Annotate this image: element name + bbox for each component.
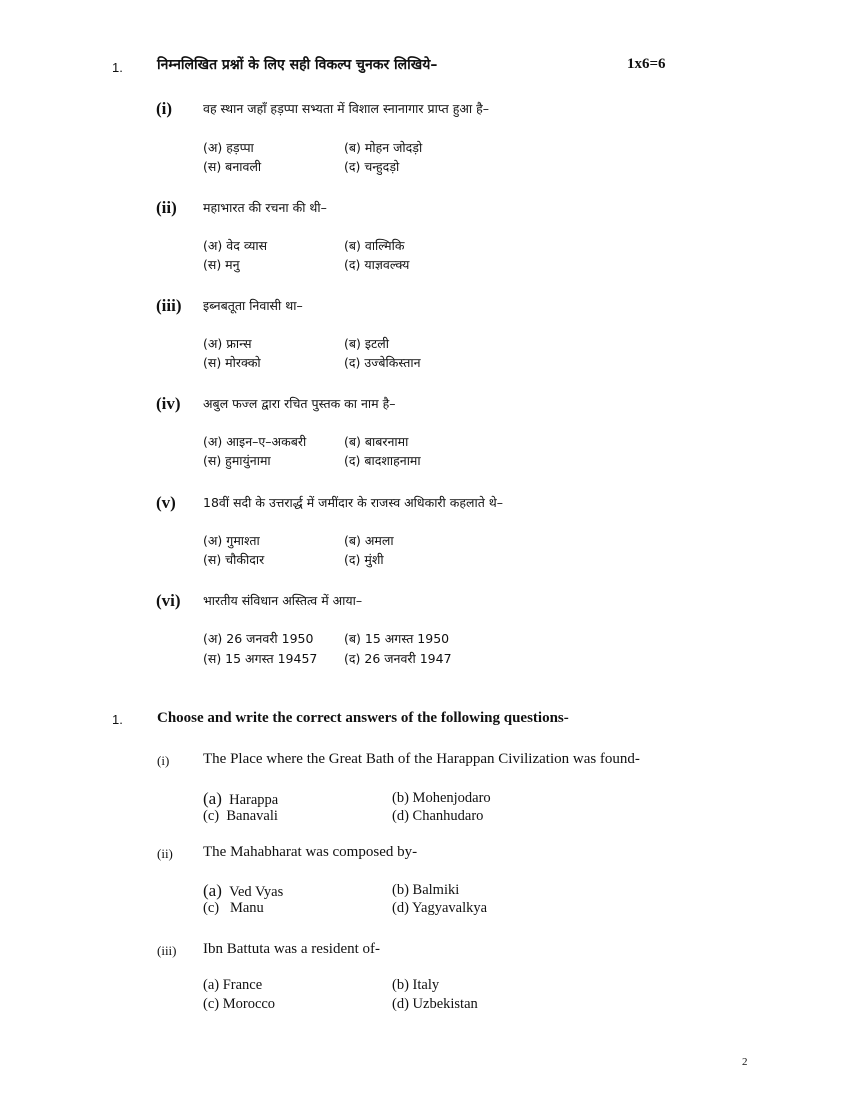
- english-option: (d) Uzbekistan: [392, 996, 478, 1012]
- hindi-option: (अ) 26 जनवरी 1950: [203, 631, 314, 646]
- english-option: (c) Manu: [203, 900, 264, 916]
- english-option: (a) Ved Vyas: [203, 881, 284, 900]
- hindi-option: (अ) हड़प्पा: [203, 140, 254, 155]
- hindi-question-text: अबुल फज्ल द्वारा रचित पुस्तक का नाम है–: [203, 396, 396, 411]
- hindi-option: (स) बनावली: [203, 159, 262, 174]
- hindi-option: (स) मनु: [203, 257, 240, 272]
- hindi-option: (ब) इटली: [344, 336, 390, 351]
- english-option: (b) Italy: [392, 977, 440, 993]
- hindi-option: (अ) फ्रान्स: [203, 336, 252, 351]
- hindi-question-number: (i): [156, 99, 173, 118]
- hindi-option: (ब) मोहन जोदड़ो: [344, 140, 423, 155]
- hindi-option: (ब) 15 अगस्त 1950: [344, 631, 450, 646]
- english-option: (c) Morocco: [203, 996, 276, 1012]
- hindi-question-number: (iv): [156, 394, 181, 413]
- english-section-heading: Choose and write the correct answers of the following questions-: [157, 710, 569, 726]
- hindi-option: (द) याज्ञवल्क्य: [344, 257, 410, 272]
- hindi-option: (स) हुमायुंनामा: [203, 453, 271, 468]
- hindi-option: (अ) आइन–ए–अकबरी: [203, 434, 307, 449]
- english-question-number: (iii): [157, 943, 177, 958]
- english-question-text: The Place where the Great Bath of the Harappan Civilization was found-: [203, 751, 640, 767]
- english-option: (d) Chanhudaro: [392, 808, 484, 824]
- hindi-option: (ब) वाल्मिकि: [344, 238, 405, 253]
- hindi-option: (द) 26 जनवरी 1947: [344, 651, 452, 666]
- english-option: (b) Balmiki: [392, 882, 460, 898]
- hindi-option: (द) उज्बेकिस्तान: [344, 355, 421, 370]
- hindi-question-text: 18वीं सदी के उत्तरार्द्ध में जमींदार के राजस्व अधिकारी कहलाते थे–: [203, 495, 504, 510]
- hindi-question-text: इब्नबतूता निवासी था–: [203, 298, 303, 313]
- english-question-text: Ibn Battuta was a resident of-: [203, 941, 381, 957]
- hindi-option: (द) चन्हुदड़ो: [344, 159, 400, 174]
- hindi-option: (अ) गुमाश्ता: [203, 533, 260, 548]
- page-number: 2: [742, 1056, 748, 1068]
- english-option: (a) France: [203, 977, 263, 993]
- english-question-text: The Mahabharat was composed by-: [203, 844, 418, 860]
- hindi-question-text: महाभारत की रचना की थी–: [203, 200, 327, 215]
- hindi-option: (स) मोरक्को: [203, 355, 261, 370]
- hindi-option: (स) 15 अगस्त 19457: [203, 651, 318, 666]
- english-option: (c) Banavali: [203, 808, 278, 824]
- hindi-option: (द) बादशाहनामा: [344, 453, 421, 468]
- english-question-number: (i): [157, 753, 170, 768]
- english-option: (b) Mohenjodaro: [392, 790, 491, 806]
- english-section-number: 1.: [112, 712, 123, 727]
- hindi-option: (अ) वेद व्यास: [203, 238, 268, 253]
- hindi-option: (द) मुंशी: [344, 552, 384, 567]
- hindi-question-number: (ii): [156, 198, 177, 217]
- hindi-option: (ब) अमला: [344, 533, 394, 548]
- hindi-option: (ब) बाबरनामा: [344, 434, 409, 449]
- english-option: (a) Harappa: [203, 789, 279, 808]
- hindi-question-number: (iii): [156, 296, 182, 315]
- hindi-option: (स) चौकीदार: [203, 552, 265, 567]
- hindi-question-number: (v): [156, 493, 176, 512]
- english-option: (d) Yagyavalkya: [392, 900, 488, 916]
- hindi-section-number: 1.: [112, 60, 123, 75]
- hindi-question-text: भारतीय संविधान अस्तित्व में आया–: [203, 593, 363, 608]
- hindi-section-heading: निम्नलिखित प्रश्नों के लिए सही विकल्प चुनकर लिखिये–: [157, 57, 438, 73]
- english-question-number: (ii): [157, 846, 173, 861]
- marks-allocation: 1x6=6: [627, 56, 666, 72]
- hindi-question-text: वह स्थान जहाँ हड़प्पा सभ्यता में विशाल स्नानागार प्राप्त हुआ है–: [203, 101, 490, 116]
- hindi-question-number: (vi): [156, 591, 181, 610]
